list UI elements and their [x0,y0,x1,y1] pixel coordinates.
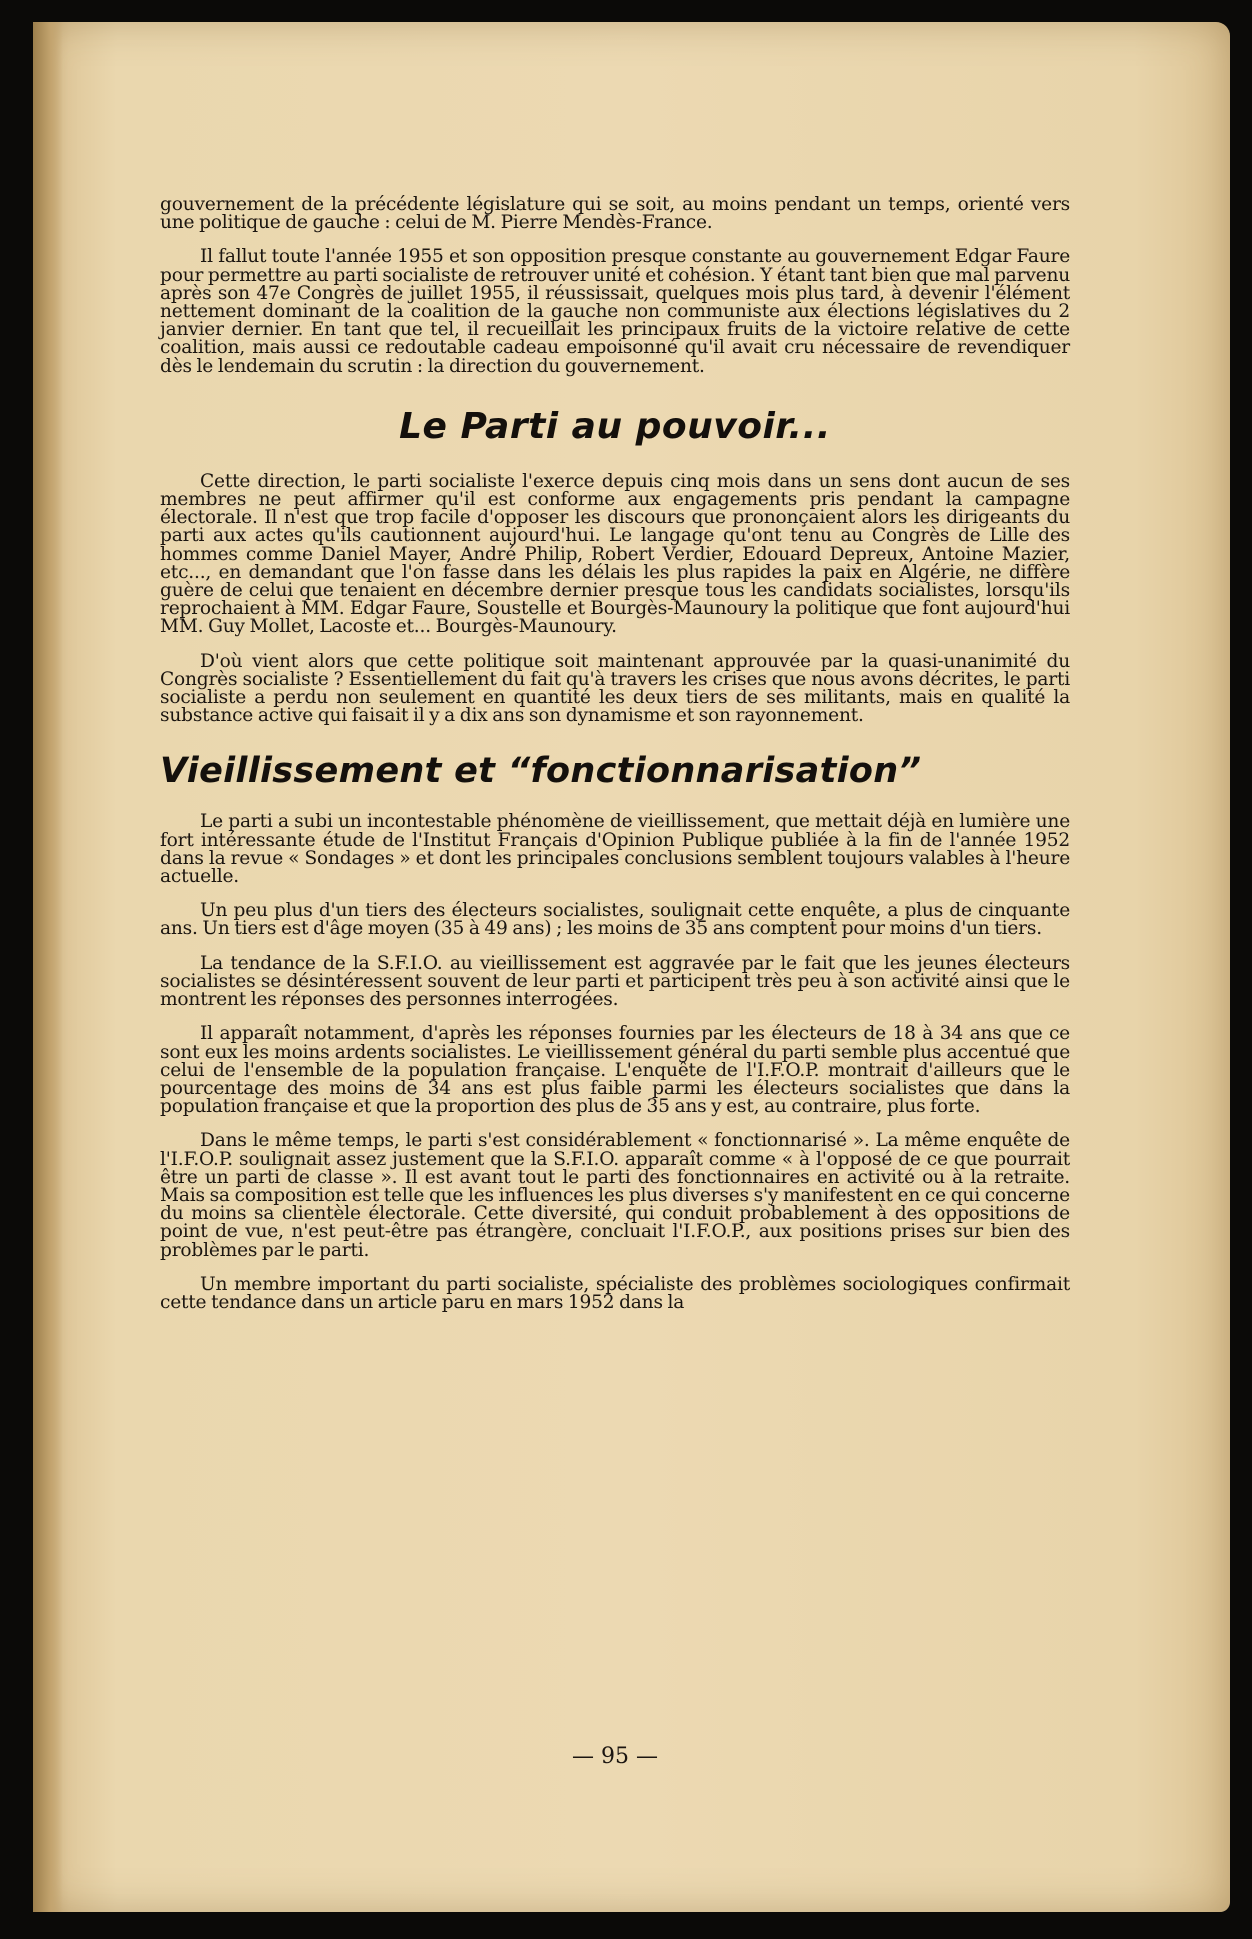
paragraph: Le parti a subi un incontestable phénomène de vieillissement, que mettait déjà en lumière une fort intéressante étude de l'Institut Français d'Opinion Publique publiée à la fin de l'année 1952 dans la revue « Sondages » et dont les principales conclusions semblent toujours valables à l'heure actuelle. [160,811,1070,888]
section-heading-vieillissement: Vieillissement et “fonctionnarisation” [160,751,922,792]
paragraph: Dans le même temps, le parti s'est considérablement « fonctionnarisé ». La même enquête de l'I.F.O.P. soulignait assez justement que la S.F.I.O. apparaît comme « à l'opposé de ce que pourrait être un parti de classe ». Il est avant tout le parti des fonctionnaires en activité ou à la retraite. Mais sa composition est telle que les influences les plus diverses s'y manifestent en ce qui concerne du moins sa clientèle électorale. Cette diversité, qui conduit probablement à des oppositions de point de vue, n'est peut-être pas étrangère, concluait l'I.F.O.P., aux positions prises sur bien des problèmes par le parti. [160,1130,1070,1261]
paragraph: Il fallut toute l'année 1955 et son opposition presque constante au gouvernement Edgar Faure pour permettre au parti socialiste de retrouver unité et cohésion. Y étant tant bien que mal parvenu après son 47e Congrès de juillet 1955, il réussissait, quelques mois plus tard, à devenir l'élément nettement dominant de la coalition de la gauche non communiste aux élections législatives du 2 janvier dernier. En tant que tel, il recueillait les principaux fruits de la victoire relative de cette coalition, mais aussi ce redoutable cadeau empoisonné qu'il avait cru nécessaire de revendiquer dès le lendemain du scrutin : la direction du gouvernement. [160,246,1070,377]
section-heading-parti-au-pouvoir: Le Parti au pouvoir... [399,405,831,447]
paragraph: Un membre important du parti socialiste, spécialiste des problèmes sociologiques confirmait cette tendance dans un article paru en mars 1952 dans la [160,1273,1070,1313]
paragraph: Un peu plus d'un tiers des électeurs socialistes, soulignait cette enquête, a plus de cinquante ans. Un tiers est d'âge moyen (35 à 49 ans) ; les moins de 35 ans comptent pour moins d'un tiers. [160,900,1070,940]
paragraph: D'où vient alors que cette politique soit maintenant approuvée par la quasi-unanimité du Congrès socialiste ? Essentiellement du fait qu'à travers les crises que nous avons décrites, le parti socialiste a perdu non seulement en quantité les deux tiers de ses militants, mais en qualité la substance active qui faisait il y a dix ans son dynamisme et son rayonnement. [160,650,1070,727]
paragraph: La tendance de la S.F.I.O. au vieillissement est aggravée par le fait que les jeunes électeurs socialistes se désintéressent souvent de leur parti et participent très peu à son activité ainsi que le montrent les réponses des personnes interrogées. [160,952,1070,1011]
paragraph: Il apparaît notamment, d'après les réponses fournies par les électeurs de 18 à 34 ans que ce sont eux les moins ardents socialistes. Le vieillissement général du parti semble plus accentué que celui de l'ensemble de la population française. L'enquête de l'I.F.O.P. montrait d'ailleurs que le pourcentage des moins de 34 ans est plus faible parmi les électeurs socialistes que dans la population française et que la proportion des plus de 35 ans y est, au contraire, plus forte. [160,1023,1070,1118]
page-body [160,194,1070,1769]
paragraph: Cette direction, le parti socialiste l'exerce depuis cinq mois dans un sens dont aucun de ses membres ne peut affirmer qu'il est conforme aux engagements pris pendant la campagne électorale. Il n'est que trop facile d'opposer les discours que prononçaient alors les dirigeants du parti aux actes qu'ils cautionnent aujourd'hui. Le langage qu'ont tenu au Congrès de Lille des hommes comme Daniel Mayer, André Philip, Robert Verdier, Edouard Depreux, Antoine Mazier, etc..., en demandant que l'on fasse dans les délais les plus rapides la paix en Algérie, ne diffère guère de celui que tenaient en décembre dernier presque tous les candidats socialistes, lorsqu'ils reprochaient à MM. Edgar Faure, Soustelle et Bourgès-Maunoury la politique que font aujourd'hui MM. Guy Mollet, Lacoste et... Bourgès-Maunoury. [160,470,1070,638]
book-spine-shadow [33,22,63,1912]
paragraph: gouvernement de la précédente législature qui se soit, au moins pendant un temps, orienté vers une politique de gauche : celui de M. Pierre Mendès-France. [160,194,1070,234]
page-number: — 95 — [572,1744,658,1769]
